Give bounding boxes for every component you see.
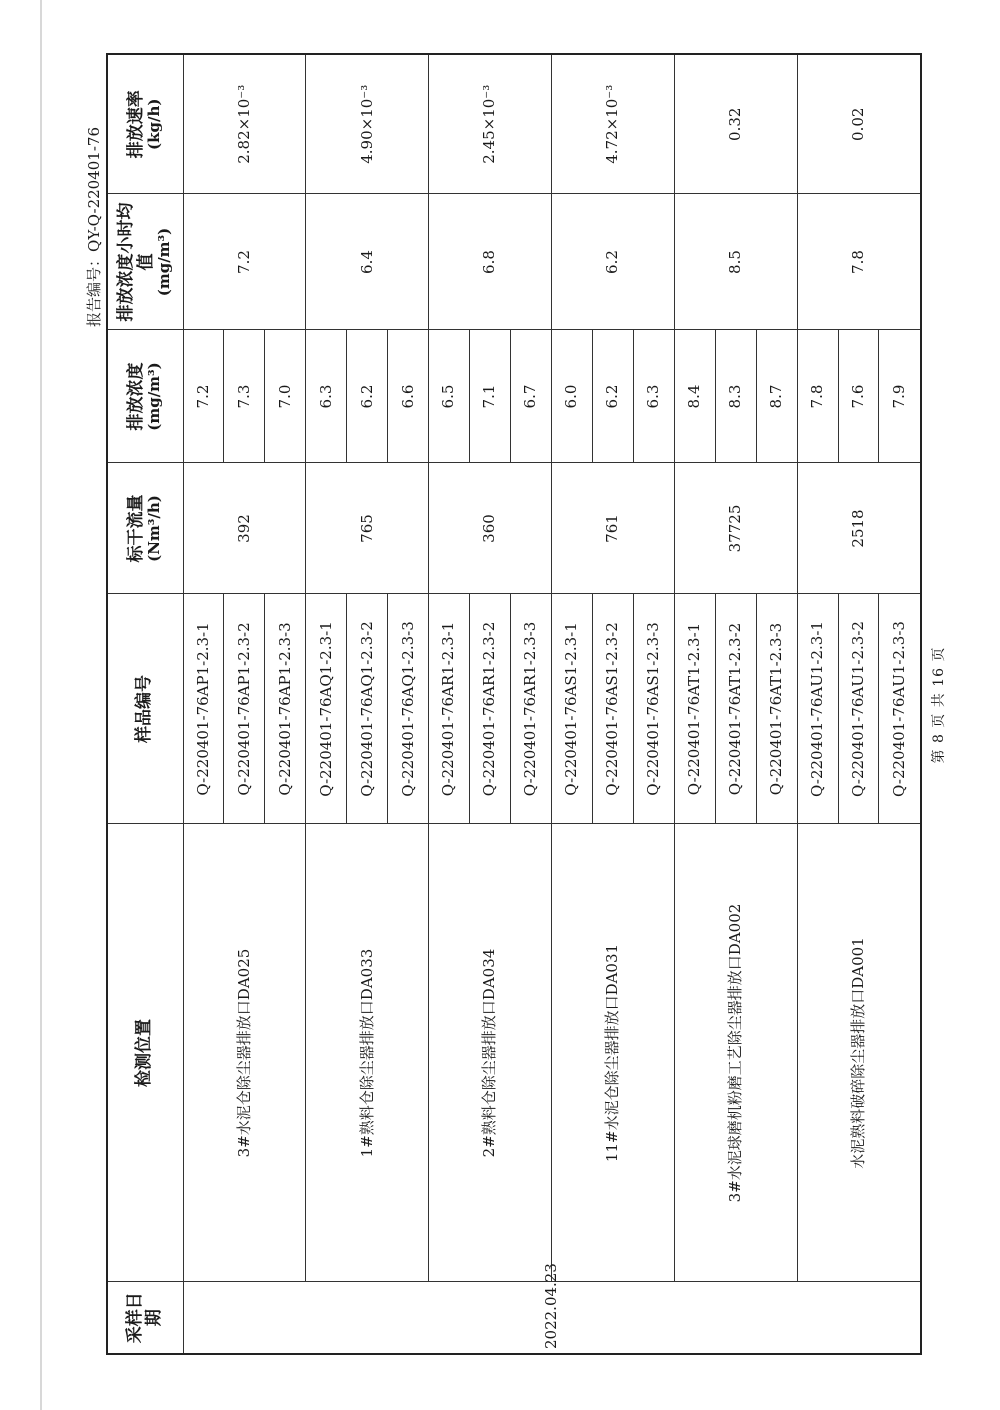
rate-cell: 2.45×10⁻³	[429, 54, 552, 194]
header-flow	[107, 463, 183, 594]
rate-cell: 4.90×10⁻³	[306, 54, 429, 194]
conc-cell: 6.5	[429, 330, 470, 463]
conc-cell: 8.4	[674, 330, 715, 463]
header-avg	[107, 194, 183, 330]
location-cell: 1#熟料仓除尘器排放口DA033	[306, 824, 429, 1282]
avg-cell: 6.4	[306, 194, 429, 330]
emission-table	[106, 53, 922, 1355]
header-conc-unit: (mg/m³)	[145, 362, 164, 431]
avg-cell: 7.8	[797, 194, 921, 330]
sampling-date: 2022.04.23	[183, 1282, 921, 1354]
conc-cell: 7.1	[470, 330, 511, 463]
table-row	[306, 54, 347, 1354]
header-avg-label: 排放浓度小时均值	[116, 202, 156, 322]
header-conc	[107, 330, 183, 463]
location-cell: 2#熟料仓除尘器排放口DA034	[429, 824, 552, 1282]
conc-cell: 7.2	[183, 330, 224, 463]
header-conc-label: 排放浓度	[125, 362, 146, 431]
flow-cell: 392	[183, 463, 306, 594]
table-row	[183, 54, 224, 1354]
sample-id-cell: Q-220401-76AQ1-2.3-1	[306, 594, 347, 824]
conc-cell: 7.0	[265, 330, 306, 463]
header-sample-id: 样品编号	[107, 594, 183, 824]
conc-cell: 6.2	[592, 330, 633, 463]
sample-id-cell: Q-220401-76AP1-2.3-1	[183, 594, 224, 824]
avg-cell: 6.8	[429, 194, 552, 330]
sample-id-cell: Q-220401-76AS1-2.3-3	[633, 594, 674, 824]
sample-id-cell: Q-220401-76AR1-2.3-3	[511, 594, 552, 824]
header-rate	[107, 54, 183, 194]
table-row	[674, 54, 715, 1354]
rotated-page	[80, 55, 947, 1355]
header-location: 检测位置	[107, 824, 183, 1282]
table-row	[551, 54, 592, 1354]
flow-cell: 360	[429, 463, 552, 594]
header-avg-unit: (mg/m³)	[155, 227, 174, 297]
avg-cell: 8.5	[674, 194, 797, 330]
sample-id-cell: Q-220401-76AR1-2.3-2	[470, 594, 511, 824]
sample-id-cell: Q-220401-76AP1-2.3-2	[224, 594, 265, 824]
report-number: 报告编号：QY-Q-220401-76	[85, 127, 103, 327]
location-cell: 11#水泥仓除尘器排放口DA031	[551, 824, 674, 1282]
sample-id-cell: Q-220401-76AT1-2.3-1	[674, 594, 715, 824]
conc-cell: 6.0	[551, 330, 592, 463]
conc-cell: 6.6	[388, 330, 429, 463]
table-row	[797, 54, 838, 1354]
conc-cell: 7.6	[838, 330, 879, 463]
sample-id-cell: Q-220401-76AU1-2.3-1	[797, 594, 838, 824]
conc-cell: 6.3	[306, 330, 347, 463]
conc-cell: 8.7	[756, 330, 797, 463]
header-flow-label: 标干流量	[125, 494, 146, 563]
avg-cell: 6.2	[551, 194, 674, 330]
sample-id-cell: Q-220401-76AU1-2.3-2	[838, 594, 879, 824]
header-flow-unit: (Nm³/h)	[145, 495, 164, 562]
sample-id-cell: Q-220401-76AQ1-2.3-2	[347, 594, 388, 824]
sample-id-cell: Q-220401-76AT1-2.3-3	[756, 594, 797, 824]
conc-cell: 7.3	[224, 330, 265, 463]
header-rate-label: 排放速率	[125, 90, 146, 159]
header-row	[107, 54, 183, 1354]
header-rate-unit: (kg/h)	[145, 98, 164, 150]
conc-cell: 7.8	[797, 330, 838, 463]
flow-cell: 37725	[674, 463, 797, 594]
rate-cell: 0.02	[797, 54, 921, 194]
conc-cell: 8.3	[715, 330, 756, 463]
flow-cell: 2518	[797, 463, 921, 594]
rate-cell: 4.72×10⁻³	[551, 54, 674, 194]
location-cell: 水泥熟料破碎除尘器排放口DA001	[797, 824, 921, 1282]
rate-cell: 2.82×10⁻³	[183, 54, 306, 194]
rate-cell: 0.32	[674, 54, 797, 194]
sample-id-cell: Q-220401-76AT1-2.3-2	[715, 594, 756, 824]
sample-id-cell: Q-220401-76AS1-2.3-2	[592, 594, 633, 824]
flow-cell: 765	[306, 463, 429, 594]
conc-cell: 6.2	[347, 330, 388, 463]
conc-cell: 7.9	[879, 330, 921, 463]
sample-id-cell: Q-220401-76AU1-2.3-3	[879, 594, 921, 824]
sample-id-cell: Q-220401-76AS1-2.3-1	[551, 594, 592, 824]
page-footer: 第 8 页 共 16 页	[931, 646, 947, 764]
location-cell: 3#水泥球磨机粉磨工艺除尘器排放口DA002	[674, 824, 797, 1282]
conc-cell: 6.7	[511, 330, 552, 463]
avg-cell: 7.2	[183, 194, 306, 330]
sample-id-cell: Q-220401-76AQ1-2.3-3	[388, 594, 429, 824]
location-cell: 3#水泥仓除尘器排放口DA025	[183, 824, 306, 1282]
sample-id-cell: Q-220401-76AP1-2.3-3	[265, 594, 306, 824]
table-row	[429, 54, 470, 1354]
flow-cell: 761	[551, 463, 674, 594]
header-date: 采样日期	[107, 1282, 183, 1354]
conc-cell: 6.3	[633, 330, 674, 463]
sample-id-cell: Q-220401-76AR1-2.3-1	[429, 594, 470, 824]
page-edge-line	[40, 0, 42, 1410]
